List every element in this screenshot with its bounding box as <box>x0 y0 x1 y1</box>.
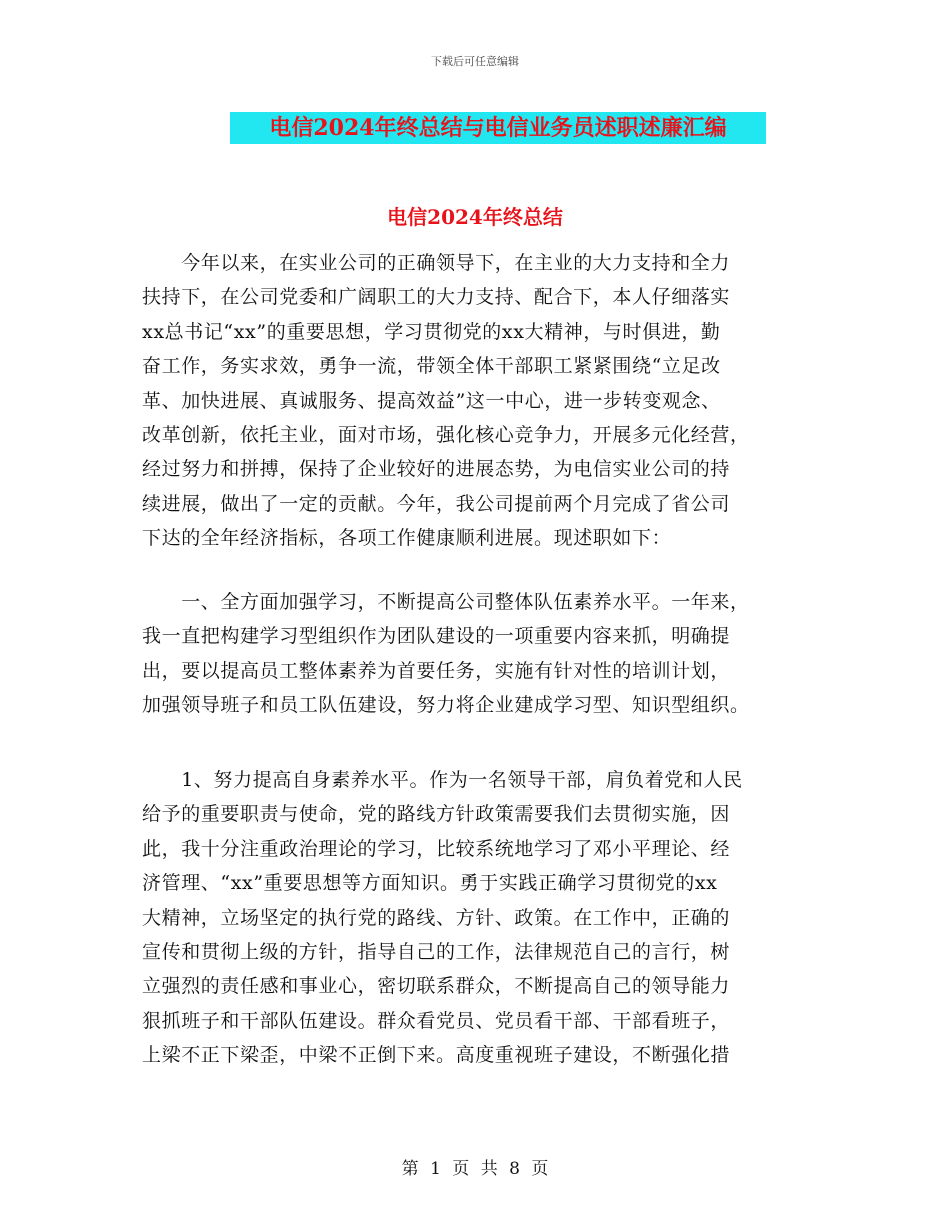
text-line: 立强烈的责任感和事业心，密切联系群众，不断提高自己的领导能力 <box>142 975 731 998</box>
text-line: 一、全方面加强学习，不断提高公司整体队伍素养水平。一年来， <box>142 591 750 613</box>
header-note: 下载后可任意编辑 <box>431 55 519 68</box>
page-footer: 第 1 页 共 8 页 <box>401 1159 549 1179</box>
text-line: 出，要以提高员工整体素养为首要任务，实施有针对性的培训计划， <box>142 659 731 682</box>
paragraph-item-one <box>142 763 808 1073</box>
text-line: 宣传和贯彻上级的方针，指导自己的工作，法律规范自己的言行，树 <box>142 941 731 964</box>
text-line: 改革创新，依托主业，面对市场，强化核心竞争力，开展多元化经营， <box>142 424 750 447</box>
text-line: xx总书记“xx”的重要思想，学习贯彻党的xx大精神，与时俱进，勤 <box>142 320 721 343</box>
text-line: 我一直把构建学习型组织作为团队建设的一项重要内容来抓，明确提 <box>142 625 731 648</box>
text-line: 今年以来，在实业公司的正确领导下，在主业的大力支持和全力 <box>142 252 731 274</box>
text-line: 济管理、“xx”重要思想等方面知识。勇于实践正确学习贯彻党的xx <box>142 872 718 895</box>
text-line: 扶持下，在公司党委和广阔职工的大力支持、配合下，本人仔细落实 <box>142 286 731 309</box>
text-line: 革、加快进展、真诚服务、提高效益”这一中心，进一步转变观念、 <box>142 389 721 412</box>
text-line: 下达的全年经济指标，各项工作健康顺利进展。现述职如下： <box>142 527 672 550</box>
text-line: 狠抓班子和干部队伍建设。群众看党员、党员看干部、干部看班子， <box>142 1009 731 1032</box>
text-line: 加强领导班子和员工队伍建设，努力将企业建成学习型、知识型组织。 <box>142 694 750 717</box>
paragraph-intro <box>142 246 808 556</box>
text-line: 大精神，立场坚定的执行党的路线、方针、政策。在工作中，正确的 <box>142 906 731 929</box>
text-line: 续进展，做出了一定的贡献。今年，我公司提前两个月完成了省公司 <box>142 492 731 515</box>
section-title: 电信2024年终总结 <box>387 205 563 229</box>
text-line: 此，我十分注重政治理论的学习，比较系统地学习了邓小平理论、经 <box>142 837 731 860</box>
text-line: 1、努力提高自身素养水平。作为一名领导干部，肩负着党和人民 <box>142 769 743 791</box>
text-line: 上梁不正下梁歪，中梁不正倒下来。高度重视班子建设，不断强化措 <box>142 1044 731 1067</box>
text-line: 奋工作，务实求效，勇争一流，带领全体干部职工紧紧围绕“立足改 <box>142 355 721 378</box>
document-main-title: 电信2024年终总结与电信业务员述职述廉汇编 <box>230 112 766 144</box>
text-line: 给予的重要职责与使命，党的路线方针政策需要我们去贯彻实施，因 <box>142 803 731 826</box>
text-line: 经过努力和拼搏，保持了企业较好的进展态势，为电信实业公司的持 <box>142 458 731 481</box>
paragraph-section-one <box>142 585 808 723</box>
